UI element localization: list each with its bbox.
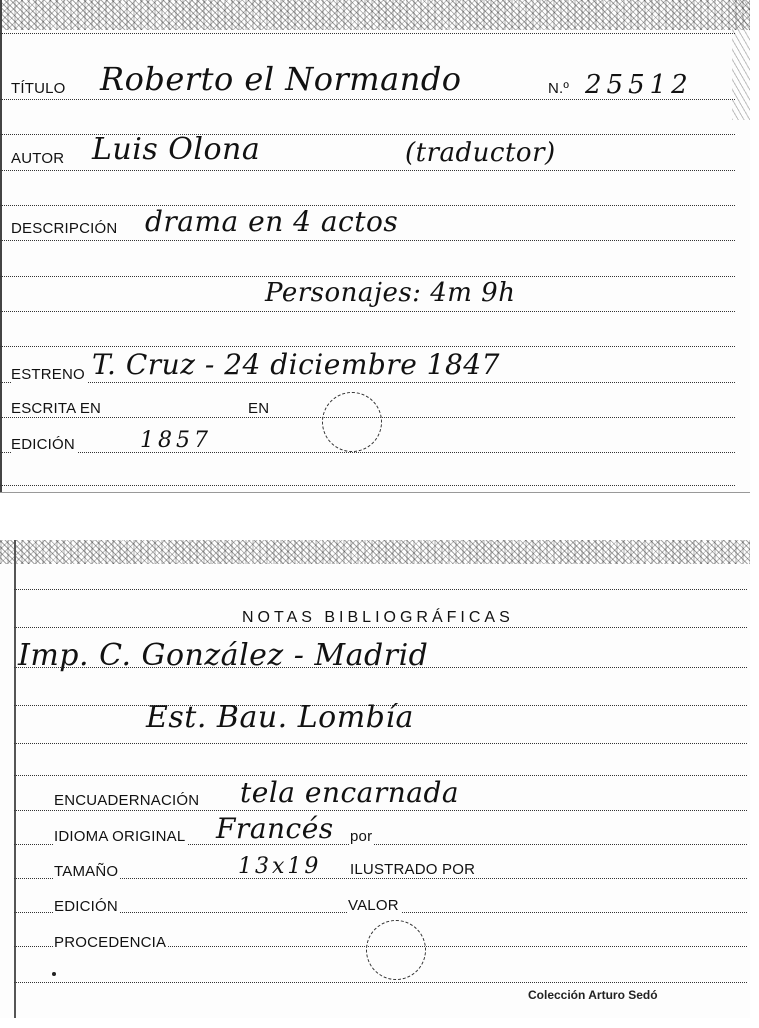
rule-line [0,346,735,347]
rule-line [14,627,747,628]
ilustrado-label: ILUSTRADO POR [350,861,476,878]
worn-edge [0,0,750,30]
tamano-label: TAMAÑO [54,863,119,880]
edicion-back-label: EDICIÓN [54,898,118,915]
rule-line [14,810,747,811]
worn-edge-right [732,0,750,120]
rule-line [0,452,735,453]
titulo-label: TÍTULO [11,80,66,97]
idioma-value: Francés [216,812,334,845]
rule-line [14,878,747,879]
personajes-value: Personajes: 4m 9h [265,278,516,308]
worn-edge [0,540,750,564]
rule-line [0,485,735,486]
ink-stamp [322,392,382,452]
descripcion-label: DESCRIPCIÓN [11,220,118,237]
encuadernacion-label: ENCUADERNACIÓN [54,792,200,809]
procedencia-label: PROCEDENCIA [54,934,167,951]
collection-credit: Colección Arturo Sedó [528,988,658,1002]
estreno-label: ESTRENO [11,366,85,383]
estreno-value: T. Cruz - 24 diciembre 1847 [92,348,500,381]
rule-line [0,33,735,34]
note-line-1: Imp. C. González - Madrid [18,638,429,673]
valor-label: VALOR [348,897,399,914]
rule-line [14,743,747,744]
autor-label: AUTOR [11,150,65,167]
encuadernacion-value: tela encarnada [240,776,460,809]
rule-line [0,240,735,241]
titulo-value: Roberto el Normando [100,60,462,98]
rule-line [0,382,735,383]
catalog-card-front [0,0,750,493]
ink-stamp [366,920,426,980]
card-margin-line [0,0,2,492]
edicion-value: 1857 [140,428,212,453]
idioma-label: IDIOMA ORIGINAL [54,828,186,845]
rule-line [0,311,735,312]
numero-label: N.º [548,80,570,97]
tamano-value: 13x19 [238,854,322,879]
autor-note: (traductor) [405,138,556,168]
autor-value: Luis Olona [92,132,261,167]
escrita-label: ESCRITA EN [11,400,102,417]
numero-value: 25512 [585,70,693,100]
rule-line [14,589,747,590]
notas-heading: NOTAS BIBLIOGRÁFICAS [242,609,514,626]
rule-line [0,170,735,171]
edicion-label: EDICIÓN [11,436,75,453]
en-label: EN [248,400,270,417]
descripcion-value: drama en 4 actos [145,205,399,238]
por-label: por [350,828,373,845]
note-line-2: Est. Bau. Lombía [146,700,414,735]
ink-dot [52,972,56,976]
rule-line [14,982,747,983]
rule-line [0,276,735,277]
